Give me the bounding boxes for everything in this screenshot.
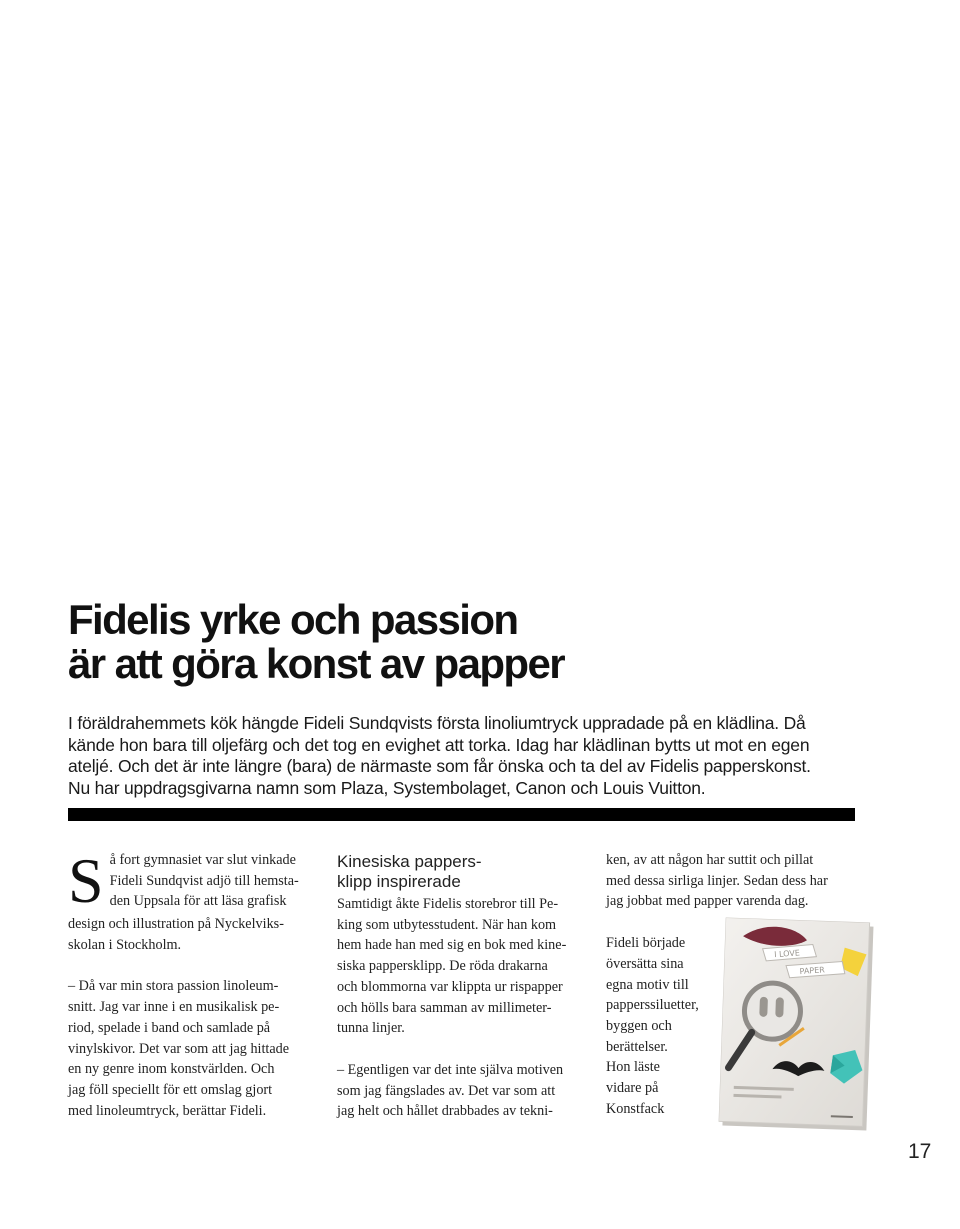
intro-line: ateljé. Och det är inte längre (bara) de närmaste som får önska och ta del av Fidelis papperskonst. <box>68 756 811 776</box>
book-cover-image <box>718 917 875 1132</box>
body-line: berättelser. <box>606 1038 668 1055</box>
body-line: vinylskivor. Det var som att jag hittade <box>68 1040 290 1057</box>
intro-line: kände hon bara till oljefärg och det tog en evighet att torka. Idag har klädlinan bytts ut mot en egen <box>68 734 810 755</box>
body-line: Fideli Sundqvist adjö till hemsta- <box>109 872 299 889</box>
body-line: Fideli började <box>606 935 686 952</box>
intro-line: Nu har uppdragsgivarna namn som Plaza, Systembolaget, Canon och Louis Vuitton. <box>68 777 706 798</box>
body-line: jag föll speciellt för ett omslag gjort <box>68 1081 273 1098</box>
body-line: ken, av att någon har suttit och pillat <box>606 852 814 868</box>
intro-line: I föräldrahemmets kök hängde Fideli Sundqvists första linoliumtryck uppradade på en klädlina. Då <box>68 713 806 733</box>
column-1 <box>68 845 313 1121</box>
body-line: papperssiluetter, <box>606 997 699 1014</box>
body-line: jag helt och hållet drabbades av tekni- <box>337 1103 553 1120</box>
body-line: snitt. Jag var inne i en musikalisk pe- <box>68 999 280 1016</box>
headline-line-2: är att göra konst av papper <box>68 640 564 687</box>
body-line: Samtidigt åkte Fidelis storebror till Pe- <box>337 896 559 912</box>
body-line: siska pappersklipp. De röda drakarna <box>337 958 548 975</box>
section-divider <box>68 808 855 821</box>
body-line: skolan i Stockholm. <box>68 936 182 953</box>
headline <box>68 598 868 686</box>
subheading <box>337 852 587 892</box>
subheading-line: klipp inspirerade <box>337 872 461 891</box>
body-line: riod, spelade i band och samlade på <box>68 1019 271 1036</box>
body-line: king som utbytesstudent. När han kom <box>337 916 557 933</box>
subheading-line: Kinesiska pappers- <box>337 852 482 871</box>
body-line: hem hade han med sig en bok med kine- <box>337 937 567 954</box>
body-line: och blommorna var klippta ur rispapper <box>337 978 563 995</box>
body-line: med linoleumtryck, berättar Fideli. <box>68 1102 267 1119</box>
body-line: design och illustration på Nyckelviks- <box>68 916 284 932</box>
body-line: en ny genre inom konstvärlden. Och <box>68 1061 275 1078</box>
drop-cap: S <box>68 845 104 916</box>
body-line: översätta sina <box>606 955 684 972</box>
body-line: Hon läste <box>606 1059 660 1076</box>
body-line: Konstfack <box>606 1100 665 1117</box>
body-line: den Uppsala för att läsa grafisk <box>109 893 287 910</box>
body-line: med dessa sirliga linjer. Sedan dess har <box>606 872 828 889</box>
body-line: egna motiv till <box>606 976 689 993</box>
body-line: jag jobbat med papper varenda dag. <box>606 893 809 910</box>
page-number: 17 <box>908 1140 932 1163</box>
body-line: å fort gymnasiet var slut vinkade <box>109 852 296 868</box>
banner-text-2: PAPER <box>799 965 826 977</box>
body-line: vidare på <box>606 1080 659 1097</box>
body-line: byggen och <box>606 1017 672 1034</box>
body-line: och hölls bara samman av millimeter- <box>337 999 552 1016</box>
headline-line-1: Fidelis yrke och passion <box>68 596 518 643</box>
intro-paragraph <box>68 713 868 799</box>
column-2 <box>337 850 587 1122</box>
body-line: tunna linjer. <box>337 1020 405 1037</box>
body-line: – Då var min stora passion linoleum- <box>68 978 279 995</box>
banner-text-1: I LOVE <box>773 948 801 960</box>
body-line: – Egentligen var det inte själva motiven <box>337 1061 564 1078</box>
body-line: som jag fängslades av. Det var som att <box>337 1082 556 1099</box>
